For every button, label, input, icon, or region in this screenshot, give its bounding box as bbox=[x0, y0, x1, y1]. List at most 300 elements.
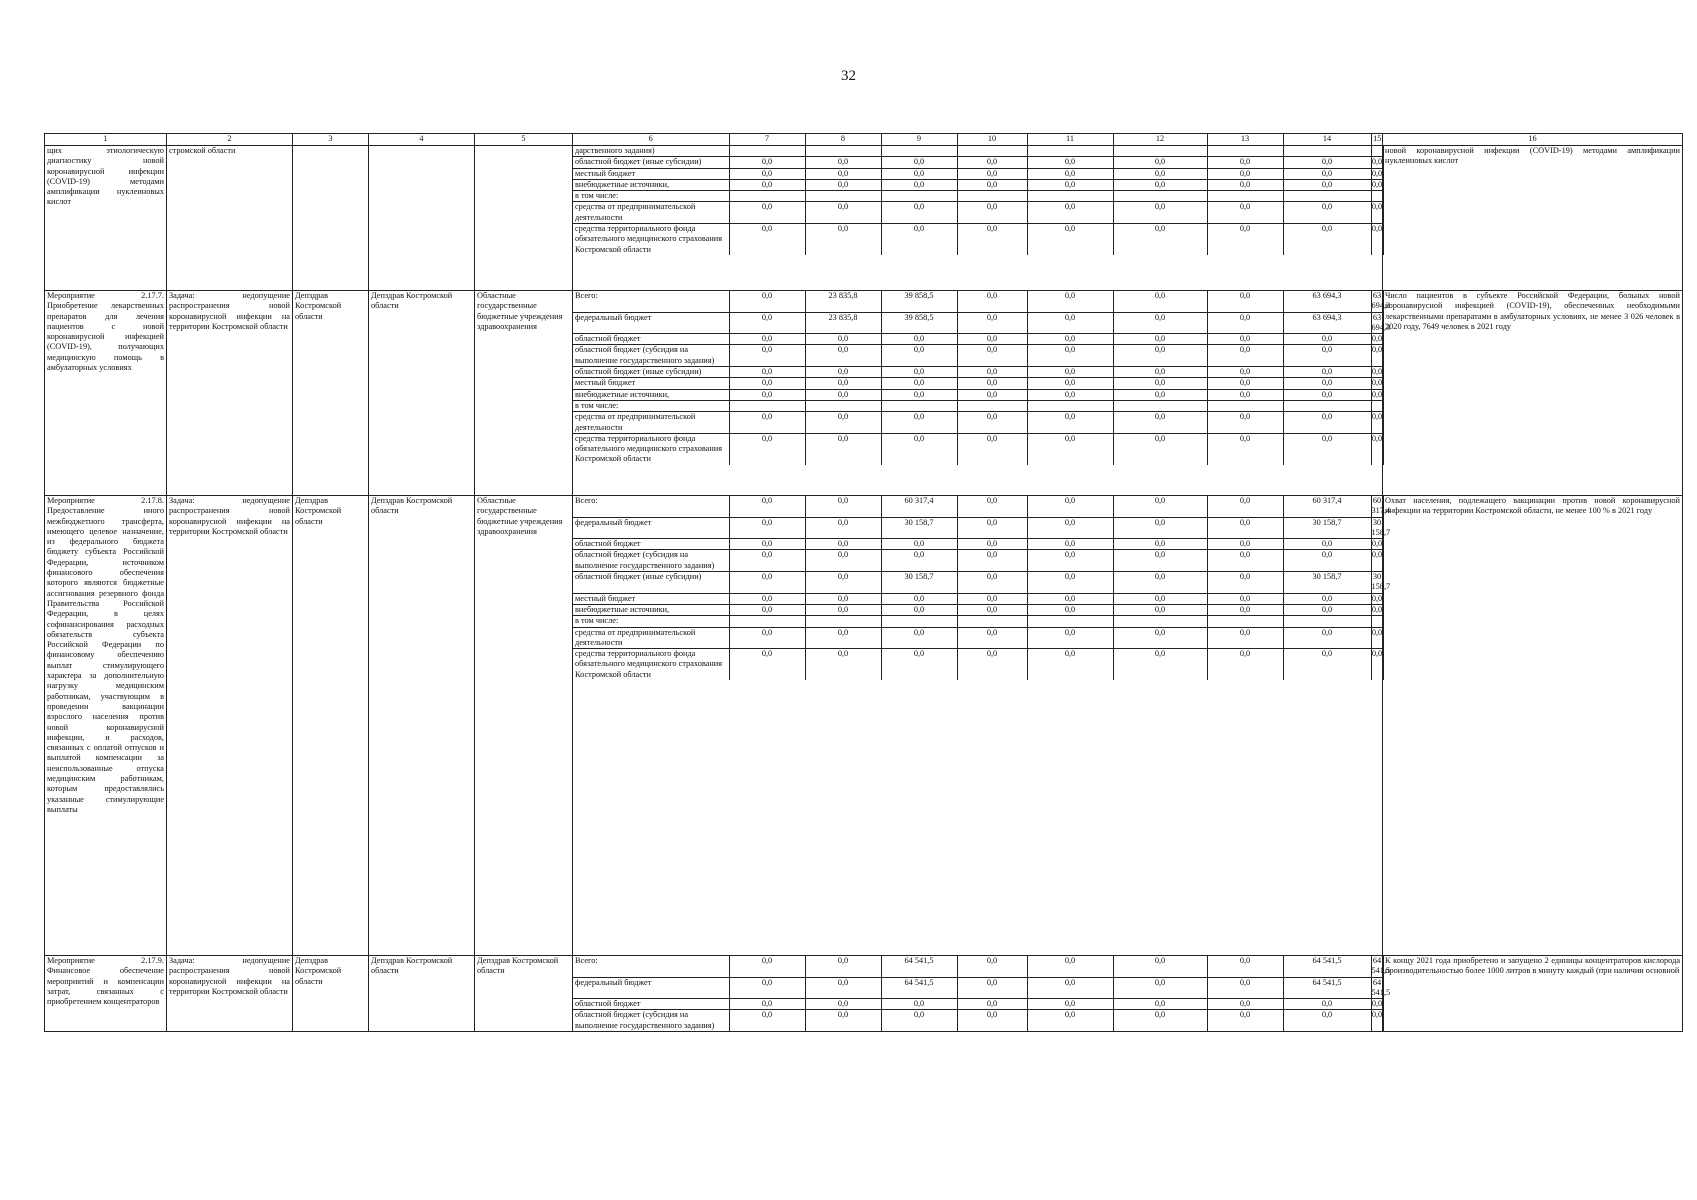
funding-source-label: Всего: bbox=[573, 291, 729, 312]
funding-value: 0,0 bbox=[1371, 334, 1383, 344]
funding-value: 0,0 bbox=[1371, 593, 1383, 603]
funding-value: 0,0 bbox=[1371, 604, 1383, 614]
funding-value: 0,0 bbox=[957, 627, 1027, 649]
header-cell-4: 4 bbox=[369, 134, 475, 146]
header-cell-5: 5 bbox=[475, 134, 573, 146]
funding-value: 0,0 bbox=[881, 367, 957, 378]
funding-value: 0,0 bbox=[957, 999, 1027, 1010]
funding-value: 0,0 bbox=[1207, 956, 1283, 977]
funding-value: 0,0 bbox=[881, 334, 957, 345]
funding-value bbox=[1113, 616, 1207, 627]
funding-value: 0,0 bbox=[1207, 345, 1283, 367]
funding-value bbox=[1283, 400, 1371, 411]
funding-value: 0,0 bbox=[881, 168, 957, 179]
funding-value: 63 694,3 bbox=[1371, 291, 1391, 311]
funding-value: 0,0 bbox=[881, 389, 957, 400]
funding-value: 0,0 bbox=[1113, 956, 1207, 977]
funding-value: 0,0 bbox=[1027, 378, 1113, 389]
funding-value: 0,0 bbox=[1207, 367, 1283, 378]
funding-value: 0,0 bbox=[957, 334, 1027, 345]
funding-value: 0,0 bbox=[1207, 389, 1283, 400]
header-cell-3: 3 bbox=[293, 134, 369, 146]
funding-row bbox=[573, 956, 1383, 977]
funding-value bbox=[1207, 400, 1283, 411]
funding-value: 0,0 bbox=[729, 496, 805, 517]
activity-cell: Мероприятие 2.17.8. Предоставление иного межбюджетного трансферта, имеющего целевое назначение, из федерального бюджета бюджету субъекта Российской Федерации, источником финансового обеспечения которого являются бюджетные ассигнования резервного фонда Правительства Российской Федерации, в целях софинансирования расходных обязательств субъекта Российской Федерации по финансовому обеспечению выплат стимулирующего характера за дополнительную нагрузку медицинским работникам, участвующим в проведении вакцинации взрослого населения против новой коронавирусной инфекции, и расходов, связанных с оплатой отпусков и выплатой компенсации за неиспользованные отпуска медицинским работникам, которым предоставлялись указанные стимулирующие выплаты bbox=[45, 496, 167, 956]
funding-row bbox=[573, 400, 1383, 411]
funding-row bbox=[573, 593, 1383, 604]
funding-source-label: местный бюджет bbox=[573, 378, 729, 389]
funding-value: 30 158,7 bbox=[1371, 517, 1391, 537]
funding-cell bbox=[573, 146, 1383, 291]
funding-value: 0,0 bbox=[957, 1010, 1027, 1031]
header-cell-6: 6 bbox=[648, 134, 653, 143]
funding-value: 0,0 bbox=[805, 345, 881, 367]
funding-row bbox=[573, 999, 1383, 1010]
funding-value: 0,0 bbox=[729, 367, 805, 378]
funding-row bbox=[573, 539, 1383, 550]
funding-value: 39 858,5 bbox=[881, 312, 957, 334]
funding-value bbox=[881, 146, 957, 157]
funding-source-label: местный бюджет bbox=[573, 168, 729, 179]
funding-value: 0,0 bbox=[1207, 334, 1283, 345]
funding-source-label: федеральный бюджет bbox=[573, 977, 729, 999]
funding-value: 0,0 bbox=[1371, 550, 1383, 572]
funding-value bbox=[1371, 616, 1383, 627]
funding-value bbox=[1027, 146, 1113, 157]
funding-value bbox=[729, 400, 805, 411]
funding-value bbox=[1113, 400, 1207, 411]
funding-row bbox=[573, 334, 1383, 345]
funding-value: 0,0 bbox=[957, 496, 1027, 517]
funding-row bbox=[573, 202, 1383, 224]
funding-value: 0,0 bbox=[1113, 433, 1207, 464]
result-cell: К концу 2021 года приобретено и запущено 2 единицы концентраторов кислорода производительностью более 1000 литров в минуту каждый (при наличии основной bbox=[1383, 956, 1683, 1032]
funding-value bbox=[729, 191, 805, 202]
funding-value: 0,0 bbox=[881, 179, 957, 190]
funding-value: 0,0 bbox=[881, 627, 957, 649]
funding-subtable bbox=[573, 496, 1391, 680]
funding-value: 0,0 bbox=[1207, 593, 1283, 604]
header-cell-6-15 bbox=[573, 134, 1383, 146]
funding-value: 0,0 bbox=[1027, 345, 1113, 367]
page-number: 32 bbox=[841, 68, 856, 84]
funding-value: 0,0 bbox=[1207, 202, 1283, 224]
task-cell: стромской области bbox=[167, 146, 293, 291]
funding-value: 0,0 bbox=[1113, 1010, 1207, 1031]
funding-source-label: областной бюджет bbox=[573, 334, 729, 345]
funding-value: 23 835,8 bbox=[805, 312, 881, 334]
funding-row bbox=[573, 389, 1383, 400]
funding-source-label: областной бюджет (иные субсидии) bbox=[573, 572, 729, 594]
funding-value: 0,0 bbox=[729, 312, 805, 334]
funding-value: 0,0 bbox=[1113, 291, 1207, 312]
funding-value bbox=[1371, 146, 1383, 157]
funding-value: 0,0 bbox=[805, 412, 881, 434]
funding-value: 0,0 bbox=[1027, 412, 1113, 434]
funding-value: 0,0 bbox=[1371, 627, 1383, 649]
funding-value: 0,0 bbox=[1027, 224, 1113, 255]
funding-value: 0,0 bbox=[805, 157, 881, 168]
funding-value: 0,0 bbox=[957, 649, 1027, 680]
header-cell-12: 12 bbox=[1113, 134, 1207, 145]
funding-value bbox=[805, 400, 881, 411]
funding-value: 0,0 bbox=[805, 367, 881, 378]
funding-value: 0,0 bbox=[729, 999, 805, 1010]
funding-source-label: средства территориального фонда обязательного медицинского страхования Костромской области bbox=[575, 433, 723, 464]
funding-value: 0,0 bbox=[1371, 389, 1383, 399]
funding-value: 0,0 bbox=[805, 1010, 881, 1031]
funding-value: 0,0 bbox=[1113, 389, 1207, 400]
funding-value: 0,0 bbox=[1027, 312, 1113, 334]
funding-source-label: в том числе: bbox=[573, 616, 729, 627]
coexecutor-cell: Депздрав Костромской области bbox=[369, 956, 475, 1032]
funding-source-label: местный бюджет bbox=[573, 593, 729, 604]
funding-value bbox=[1371, 191, 1383, 202]
funding-value: 0,0 bbox=[1113, 550, 1207, 572]
funding-row bbox=[573, 604, 1383, 615]
funding-value: 0,0 bbox=[805, 334, 881, 345]
funding-value: 0,0 bbox=[1371, 367, 1383, 377]
funding-value: 0,0 bbox=[729, 977, 805, 999]
funding-value: 0,0 bbox=[881, 649, 957, 680]
funding-source-label: средства от предпринимательской деятельности bbox=[573, 412, 729, 434]
funding-value: 60 317,4 bbox=[881, 496, 957, 517]
funding-value: 0,0 bbox=[1283, 412, 1371, 434]
funding-value: 0,0 bbox=[805, 977, 881, 999]
funding-value: 0,0 bbox=[729, 202, 805, 224]
funding-value: 0,0 bbox=[729, 550, 805, 572]
funding-source-label: средства от предпринимательской деятельности bbox=[573, 627, 729, 649]
funding-row bbox=[573, 627, 1383, 649]
funding-value bbox=[881, 616, 957, 627]
funding-value: 0,0 bbox=[1113, 312, 1207, 334]
funding-row bbox=[573, 224, 1383, 255]
funding-value: 0,0 bbox=[1113, 649, 1207, 680]
funding-value: 0,0 bbox=[729, 412, 805, 434]
funding-row bbox=[573, 345, 1383, 367]
funding-value: 0,0 bbox=[957, 550, 1027, 572]
activity-cell: Мероприятие 2.17.9. Финансовое обеспечение мероприятий и компенсации затрат, связанных с приобретением концентраторов bbox=[45, 956, 167, 1032]
activity-cell: Мероприятие 2.17.7. Приобретение лекарственных препаратов для лечения пациентов с новой коронавирусной инфекцией (COVID-19), получающих медицинскую помощь в амбулаторных условиях bbox=[45, 291, 167, 496]
funding-value: 0,0 bbox=[1027, 496, 1113, 517]
funding-source-label: областной бюджет (субсидия на выполнение государственного задания) bbox=[573, 550, 729, 572]
task-cell: Задача: недопущение распространения новой коронавирусной инфекции на территории Костромской области bbox=[167, 291, 293, 496]
funding-row bbox=[573, 1010, 1383, 1031]
executor-cell bbox=[293, 146, 369, 291]
funding-value: 0,0 bbox=[729, 157, 805, 168]
funding-value: 0,0 bbox=[1283, 604, 1371, 615]
funding-value: 0,0 bbox=[805, 517, 881, 539]
funding-value: 0,0 bbox=[729, 433, 805, 464]
funding-source-label: внебюджетные источники, bbox=[573, 179, 729, 190]
funding-value: 0,0 bbox=[957, 367, 1027, 378]
budget-table bbox=[44, 133, 1683, 1032]
funding-value: 0,0 bbox=[1371, 168, 1383, 178]
funding-source-label: в том числе: bbox=[573, 400, 729, 411]
funding-value bbox=[1207, 191, 1283, 202]
funding-value: 64 541,5 bbox=[881, 977, 957, 999]
header-cell-15: 15 bbox=[1371, 134, 1383, 145]
funding-cell bbox=[573, 496, 1391, 956]
funding-value: 0,0 bbox=[1027, 433, 1113, 464]
funding-value: 0,0 bbox=[729, 539, 805, 550]
funding-value: 64 541,5 bbox=[1371, 977, 1391, 997]
funding-source-label: внебюджетные источники, bbox=[573, 604, 729, 615]
funding-value: 0,0 bbox=[729, 956, 805, 977]
funding-value: 64 541,5 bbox=[1283, 956, 1371, 977]
funding-value: 0,0 bbox=[1371, 224, 1383, 255]
funding-value: 0,0 bbox=[805, 550, 881, 572]
funding-value: 0,0 bbox=[1113, 345, 1207, 367]
funding-value: 0,0 bbox=[957, 539, 1027, 550]
funding-value: 0,0 bbox=[805, 433, 881, 464]
funding-value: 0,0 bbox=[957, 572, 1027, 594]
funding-value: 0,0 bbox=[1027, 999, 1113, 1010]
funding-value: 0,0 bbox=[805, 202, 881, 224]
funding-value: 0,0 bbox=[1207, 649, 1283, 680]
funding-value: 63 694,3 bbox=[1371, 312, 1391, 332]
funding-source-label: средства территориального фонда обязательного медицинского страхования Костромской области bbox=[575, 649, 723, 679]
funding-source-label: областной бюджет bbox=[573, 999, 729, 1010]
funding-subtable bbox=[573, 291, 1391, 465]
funding-source-label: областной бюджет (иные субсидии) bbox=[573, 367, 729, 378]
funding-value bbox=[729, 616, 805, 627]
funding-value: 0,0 bbox=[729, 179, 805, 190]
funding-value: 0,0 bbox=[881, 539, 957, 550]
funding-value bbox=[1027, 400, 1113, 411]
recipient-cell bbox=[475, 146, 573, 291]
activity-cell: щих этиологическую диагностику новой коронавирусной инфекции (COVID-19) методами амплификации нуклеиновых кислот bbox=[45, 146, 167, 291]
funding-row bbox=[573, 312, 1383, 334]
funding-row bbox=[573, 168, 1383, 179]
funding-value: 63 694,3 bbox=[1283, 291, 1371, 312]
funding-value: 0,0 bbox=[1207, 977, 1283, 999]
funding-value: 0,0 bbox=[805, 496, 881, 517]
funding-value: 0,0 bbox=[1207, 572, 1283, 594]
funding-value bbox=[1207, 616, 1283, 627]
funding-value: 0,0 bbox=[1027, 550, 1113, 572]
funding-value: 0,0 bbox=[1283, 1010, 1371, 1031]
funding-value: 0,0 bbox=[1207, 496, 1283, 517]
funding-value: 0,0 bbox=[1207, 412, 1283, 434]
funding-value bbox=[957, 146, 1027, 157]
funding-value: 0,0 bbox=[881, 604, 957, 615]
funding-value: 0,0 bbox=[729, 649, 805, 680]
funding-value: 0,0 bbox=[957, 378, 1027, 389]
funding-value: 0,0 bbox=[1283, 627, 1371, 649]
funding-value: 63 694,3 bbox=[1283, 312, 1371, 334]
funding-value: 0,0 bbox=[1283, 157, 1371, 168]
header-cell-8: 8 bbox=[805, 134, 881, 145]
result-cell: Охват населения, подлежащего вакцинации против новой коронавирусной инфекции на территории Костромской области, не менее 100 % в 2021 году bbox=[1383, 496, 1683, 956]
funding-source-label: федеральный бюджет bbox=[573, 517, 729, 539]
funding-value: 30 158,7 bbox=[1371, 572, 1391, 592]
funding-value bbox=[957, 616, 1027, 627]
coexecutor-cell: Депздрав Костромской области bbox=[369, 496, 475, 956]
funding-value: 0,0 bbox=[805, 572, 881, 594]
activity-block bbox=[45, 956, 1683, 1032]
funding-value: 0,0 bbox=[1207, 1010, 1283, 1031]
funding-value: 0,0 bbox=[881, 593, 957, 604]
funding-value: 64 541,5 bbox=[1371, 956, 1391, 976]
funding-value: 0,0 bbox=[1027, 956, 1113, 977]
funding-value bbox=[957, 400, 1027, 411]
funding-value: 0,0 bbox=[1113, 999, 1207, 1010]
funding-source-label: областной бюджет (иные субсидии) bbox=[573, 157, 729, 168]
executor-cell: Депздрав Костромской области bbox=[293, 496, 369, 956]
funding-value: 0,0 bbox=[1027, 517, 1113, 539]
funding-value: 0,0 bbox=[805, 649, 881, 680]
funding-value: 0,0 bbox=[1283, 378, 1371, 389]
funding-value bbox=[1113, 146, 1207, 157]
funding-value: 0,0 bbox=[957, 224, 1027, 255]
funding-value: 0,0 bbox=[729, 378, 805, 389]
recipient-cell: Областные государственные бюджетные учреждения здравоохранения bbox=[475, 291, 573, 496]
funding-subtable bbox=[573, 146, 1383, 255]
activity-block bbox=[45, 291, 1683, 496]
funding-value: 0,0 bbox=[1113, 627, 1207, 649]
funding-value: 0,0 bbox=[1283, 539, 1371, 550]
funding-value: 0,0 bbox=[1207, 517, 1283, 539]
funding-value: 0,0 bbox=[1283, 179, 1371, 190]
funding-value: 0,0 bbox=[1371, 1010, 1383, 1031]
funding-subtable bbox=[573, 956, 1391, 1031]
funding-value: 39 858,5 bbox=[881, 291, 957, 312]
funding-value: 0,0 bbox=[1207, 433, 1283, 464]
header-cell-11: 11 bbox=[1027, 134, 1113, 145]
header-cell-2: 2 bbox=[167, 134, 293, 146]
funding-value: 0,0 bbox=[1113, 593, 1207, 604]
funding-value bbox=[1371, 400, 1383, 411]
funding-value: 0,0 bbox=[1207, 550, 1283, 572]
funding-value: 0,0 bbox=[1113, 517, 1207, 539]
activity-block bbox=[45, 496, 1683, 956]
funding-value: 0,0 bbox=[805, 539, 881, 550]
funding-value: 0,0 bbox=[957, 291, 1027, 312]
funding-source-label: областной бюджет (субсидия на выполнение государственного задания) bbox=[575, 1010, 715, 1030]
funding-value: 0,0 bbox=[957, 202, 1027, 224]
funding-source-label: областной бюджет bbox=[573, 539, 729, 550]
funding-value: 0,0 bbox=[881, 412, 957, 434]
funding-value: 0,0 bbox=[1027, 593, 1113, 604]
funding-value: 0,0 bbox=[1371, 539, 1383, 549]
funding-value bbox=[1027, 616, 1113, 627]
funding-value: 0,0 bbox=[1027, 367, 1113, 378]
funding-value: 0,0 bbox=[881, 202, 957, 224]
funding-value: 0,0 bbox=[1113, 496, 1207, 517]
funding-value: 0,0 bbox=[729, 517, 805, 539]
funding-value: 0,0 bbox=[957, 517, 1027, 539]
funding-row bbox=[573, 572, 1383, 594]
funding-value bbox=[805, 191, 881, 202]
funding-value: 0,0 bbox=[881, 550, 957, 572]
funding-value: 60 317,4 bbox=[1371, 496, 1391, 516]
funding-value: 0,0 bbox=[1027, 334, 1113, 345]
funding-value: 0,0 bbox=[1027, 202, 1113, 224]
funding-row bbox=[573, 179, 1383, 190]
funding-row bbox=[573, 550, 1383, 572]
funding-value: 0,0 bbox=[1207, 157, 1283, 168]
funding-row bbox=[573, 367, 1383, 378]
header-subtable bbox=[573, 134, 1383, 145]
funding-value: 0,0 bbox=[729, 168, 805, 179]
funding-value: 0,0 bbox=[1371, 157, 1383, 167]
header-cell-13: 13 bbox=[1207, 134, 1283, 145]
funding-row bbox=[573, 378, 1383, 389]
result-cell: новой коронавирусной инфекции (COVID-19) методами амплификации нуклеиновых кислот bbox=[1383, 146, 1683, 291]
funding-value: 0,0 bbox=[1113, 412, 1207, 434]
funding-value: 0,0 bbox=[957, 168, 1027, 179]
funding-value: 64 541,5 bbox=[1283, 977, 1371, 999]
funding-value: 0,0 bbox=[1113, 168, 1207, 179]
funding-value: 0,0 bbox=[1113, 572, 1207, 594]
funding-value: 0,0 bbox=[805, 627, 881, 649]
funding-value: 30 158,7 bbox=[881, 517, 957, 539]
funding-value bbox=[881, 191, 957, 202]
funding-value: 0,0 bbox=[881, 157, 957, 168]
funding-value: 0,0 bbox=[1283, 593, 1371, 604]
funding-value: 0,0 bbox=[1283, 389, 1371, 400]
funding-value bbox=[1283, 146, 1371, 157]
executor-cell: Депздрав Костромской области bbox=[293, 291, 369, 496]
funding-value: 0,0 bbox=[1207, 291, 1283, 312]
funding-value: 0,0 bbox=[805, 999, 881, 1010]
funding-row bbox=[573, 649, 1383, 680]
funding-cell bbox=[573, 956, 1391, 1032]
funding-value bbox=[957, 191, 1027, 202]
funding-value: 64 541,5 bbox=[881, 956, 957, 977]
funding-value: 0,0 bbox=[729, 291, 805, 312]
funding-source-label: внебюджетные источники, bbox=[573, 389, 729, 400]
funding-value: 0,0 bbox=[1207, 999, 1283, 1010]
funding-value: 0,0 bbox=[1207, 312, 1283, 334]
funding-value: 0,0 bbox=[805, 224, 881, 255]
funding-value: 0,0 bbox=[1371, 345, 1383, 367]
funding-value: 0,0 bbox=[1207, 627, 1283, 649]
funding-value: 0,0 bbox=[1113, 378, 1207, 389]
funding-value bbox=[729, 146, 805, 157]
funding-row bbox=[573, 496, 1383, 517]
funding-value: 0,0 bbox=[1027, 627, 1113, 649]
funding-value: 0,0 bbox=[1027, 604, 1113, 615]
funding-source-label: в том числе: bbox=[573, 191, 729, 202]
funding-source-label: средства от предпринимательской деятельности bbox=[573, 202, 729, 224]
funding-value: 0,0 bbox=[1371, 202, 1383, 224]
funding-value: 0,0 bbox=[1371, 378, 1383, 388]
funding-value: 0,0 bbox=[1283, 367, 1371, 378]
funding-value: 0,0 bbox=[1371, 412, 1383, 434]
funding-value: 0,0 bbox=[1207, 168, 1283, 179]
funding-value: 0,0 bbox=[805, 168, 881, 179]
funding-value: 0,0 bbox=[881, 433, 957, 464]
funding-value: 0,0 bbox=[729, 1010, 805, 1031]
funding-value: 0,0 bbox=[805, 593, 881, 604]
header-cell-14: 14 bbox=[1283, 134, 1371, 145]
funding-value: 0,0 bbox=[1113, 604, 1207, 615]
funding-value: 0,0 bbox=[729, 572, 805, 594]
funding-value: 0,0 bbox=[881, 999, 957, 1010]
funding-value: 0,0 bbox=[1113, 334, 1207, 345]
funding-value bbox=[805, 146, 881, 157]
funding-row bbox=[573, 191, 1383, 202]
funding-value bbox=[805, 616, 881, 627]
task-cell: Задача: недопущение распространения новой коронавирусной инфекции на территории Костромской области bbox=[167, 956, 293, 1032]
funding-value: 0,0 bbox=[881, 345, 957, 367]
funding-value: 0,0 bbox=[957, 593, 1027, 604]
funding-value: 30 158,7 bbox=[1283, 517, 1371, 539]
funding-source-label: Всего: bbox=[573, 956, 729, 977]
